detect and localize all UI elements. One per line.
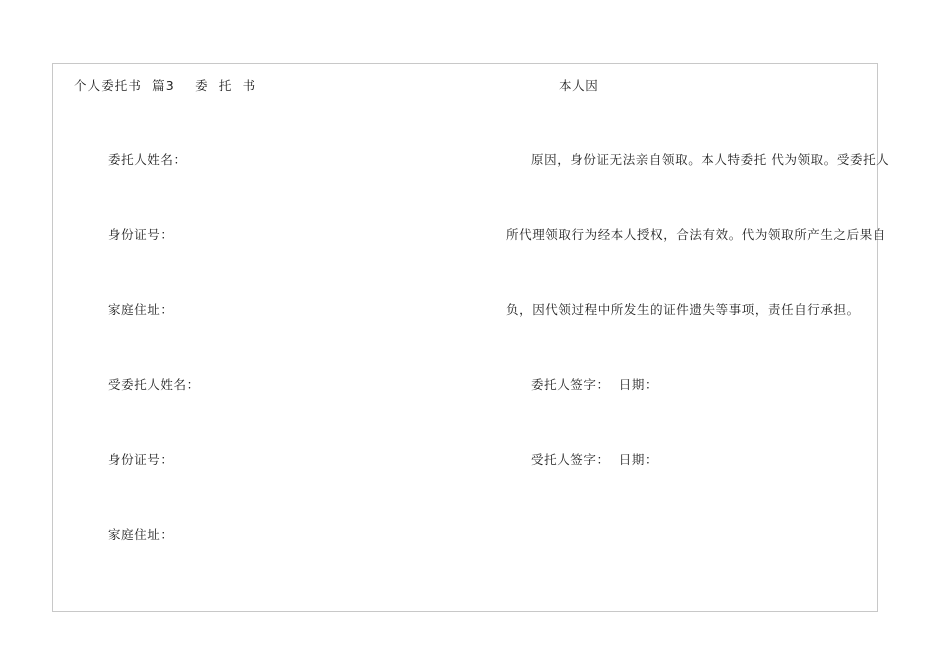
field-label-entruster-id: 身份证号： [108,227,174,242]
field-label-trustee-name: 受委托人姓名： [108,377,200,392]
paragraph-line-2: 所代理领取行为经本人授权，合法有效。代为领取所产生之后果自 [506,227,886,242]
field-label-entruster-name: 委托人姓名： [108,152,187,167]
document-title-right: 本人因 [559,78,599,93]
paragraph-line-3: 负，因代领过程中所发生的证件遗失等事项，责任自行承担。 [506,302,860,317]
field-label-trustee-id: 身份证号： [108,452,174,467]
document-title-left: 个人委托书 篇3 委 托 书 [74,78,257,93]
paragraph-line-1: 原因，身份证无法亲自领取。本人特委托 代为领取。受委托人 [531,152,890,167]
signature-line-trustee: 受托人签字： 日期： [531,452,659,467]
signature-line-entruster: 委托人签字： 日期： [531,377,659,392]
field-label-entruster-address: 家庭住址： [108,302,174,317]
field-label-trustee-address: 家庭住址： [108,527,174,542]
